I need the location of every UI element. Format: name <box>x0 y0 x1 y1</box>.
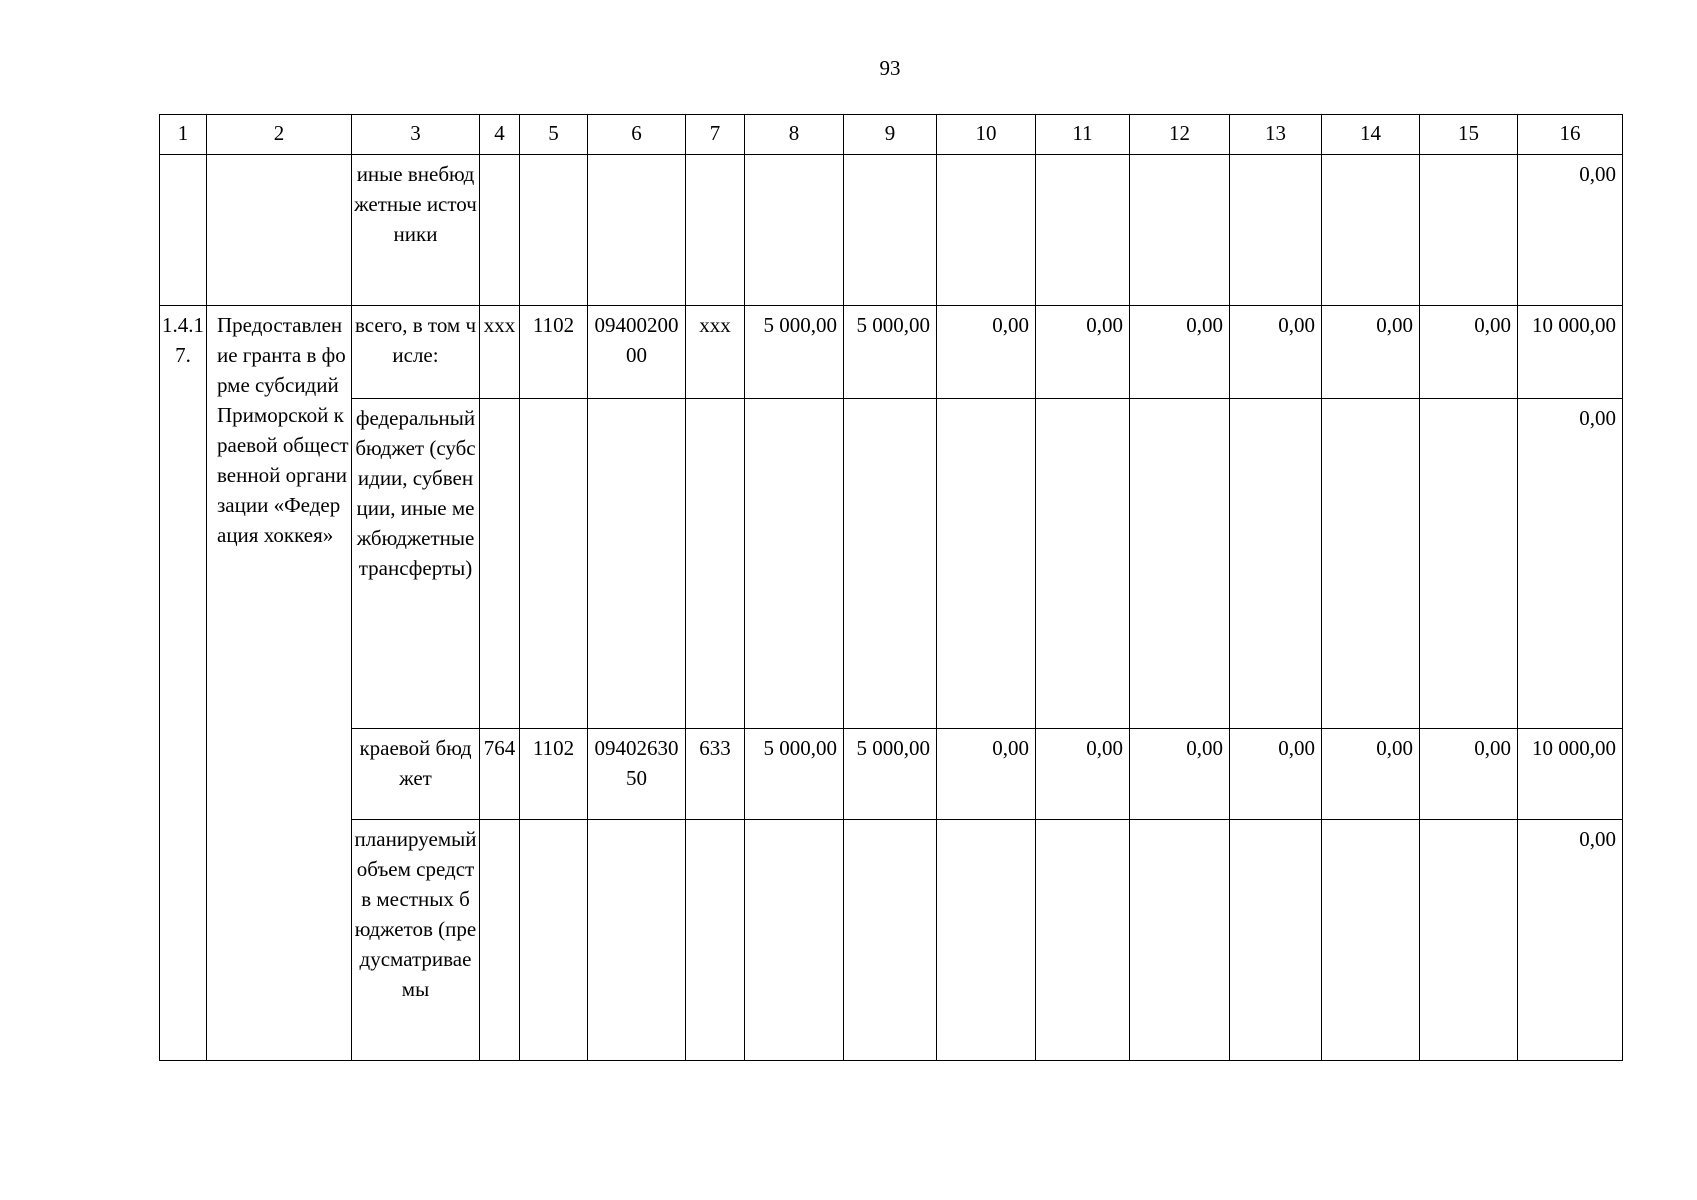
value-cell <box>1130 820 1230 1061</box>
value-cell: 0,00 <box>1322 729 1420 820</box>
value-cell <box>1322 155 1420 306</box>
table-row <box>160 820 1623 1061</box>
header-cell: 1 <box>160 115 207 155</box>
expense-type-cell: ххх <box>686 306 745 399</box>
value-cell: 0,00 <box>1420 729 1518 820</box>
funding-source-cell: планируемый объем средств местных бюджетов (предусматриваемы <box>352 820 480 1061</box>
table-row <box>160 729 1623 820</box>
expense-type-cell <box>686 399 745 729</box>
description-cell: Предоставление гранта в форме субсидий Приморской краевой общественной организации «Федерация хоккея» <box>207 306 352 1061</box>
page-number: 93 <box>879 56 901 80</box>
value-cell <box>844 820 937 1061</box>
value-cell <box>1230 155 1322 306</box>
header-cell: 8 <box>745 115 844 155</box>
header-cell: 15 <box>1420 115 1518 155</box>
value-cell: 0,00 <box>1130 729 1230 820</box>
header-cell: 4 <box>480 115 520 155</box>
section-cell <box>520 820 588 1061</box>
value-cell <box>1036 820 1130 1061</box>
value-cell: 0,00 <box>1230 306 1322 399</box>
header-cell: 10 <box>937 115 1036 155</box>
grbs-cell <box>480 155 520 306</box>
funding-source-cell: всего, в том числе: <box>352 306 480 399</box>
target-article-cell <box>588 399 686 729</box>
value-cell <box>1322 399 1420 729</box>
header-cell: 5 <box>520 115 588 155</box>
row-number-cell <box>160 155 207 306</box>
header-cell: 6 <box>588 115 686 155</box>
value-cell: 0,00 <box>1420 306 1518 399</box>
value-cell <box>745 399 844 729</box>
value-cell <box>1420 399 1518 729</box>
header-cell: 14 <box>1322 115 1420 155</box>
value-cell: 0,00 <box>1036 306 1130 399</box>
value-cell: 0,00 <box>937 729 1036 820</box>
value-cell: 0,00 <box>937 306 1036 399</box>
funding-source-cell: федеральный бюджет (субсидии, субвенции, иные межбюджетные трансферты) <box>352 399 480 729</box>
budget-table <box>159 114 1623 1061</box>
table-row <box>160 399 1623 729</box>
total-cell: 0,00 <box>1518 155 1623 306</box>
value-cell: 0,00 <box>1230 729 1322 820</box>
section-cell: 1102 <box>520 729 588 820</box>
value-cell <box>1036 399 1130 729</box>
header-cell: 13 <box>1230 115 1322 155</box>
funding-source-cell: иные внебюджетные источники <box>352 155 480 306</box>
value-cell: 5 000,00 <box>844 729 937 820</box>
value-cell <box>745 820 844 1061</box>
value-cell <box>937 155 1036 306</box>
value-cell: 5 000,00 <box>745 306 844 399</box>
value-cell <box>1130 155 1230 306</box>
value-cell: 0,00 <box>1130 306 1230 399</box>
header-row <box>160 115 1623 155</box>
value-cell <box>844 399 937 729</box>
value-cell: 5 000,00 <box>745 729 844 820</box>
grbs-cell <box>480 399 520 729</box>
grbs-cell: ххх <box>480 306 520 399</box>
target-article-cell <box>588 820 686 1061</box>
value-cell <box>844 155 937 306</box>
section-cell: 1102 <box>520 306 588 399</box>
value-cell <box>1420 155 1518 306</box>
total-cell: 0,00 <box>1518 820 1623 1061</box>
target-article-cell <box>588 155 686 306</box>
funding-source-cell: краевой бюджет <box>352 729 480 820</box>
table-row <box>160 306 1623 399</box>
header-cell: 2 <box>207 115 352 155</box>
value-cell <box>1036 155 1130 306</box>
header-cell: 9 <box>844 115 937 155</box>
total-cell: 10 000,00 <box>1518 306 1623 399</box>
value-cell <box>937 820 1036 1061</box>
value-cell <box>937 399 1036 729</box>
target-article-cell: 0940020000 <box>588 306 686 399</box>
total-cell: 10 000,00 <box>1518 729 1623 820</box>
value-cell <box>745 155 844 306</box>
section-cell <box>520 155 588 306</box>
header-cell: 7 <box>686 115 745 155</box>
target-article-cell: 0940263050 <box>588 729 686 820</box>
table-row <box>160 155 1623 306</box>
header-cell: 12 <box>1130 115 1230 155</box>
header-cell: 16 <box>1518 115 1623 155</box>
row-number-cell: 1.4.17. <box>160 306 207 1061</box>
value-cell <box>1322 820 1420 1061</box>
expense-type-cell: 633 <box>686 729 745 820</box>
value-cell <box>1230 820 1322 1061</box>
expense-type-cell <box>686 820 745 1061</box>
total-cell: 0,00 <box>1518 399 1623 729</box>
section-cell <box>520 399 588 729</box>
header-cell: 11 <box>1036 115 1130 155</box>
grbs-cell: 764 <box>480 729 520 820</box>
expense-type-cell <box>686 155 745 306</box>
grbs-cell <box>480 820 520 1061</box>
value-cell: 0,00 <box>1322 306 1420 399</box>
description-cell <box>207 155 352 306</box>
header-cell: 3 <box>352 115 480 155</box>
value-cell <box>1420 820 1518 1061</box>
value-cell <box>1130 399 1230 729</box>
value-cell <box>1230 399 1322 729</box>
value-cell: 5 000,00 <box>844 306 937 399</box>
value-cell: 0,00 <box>1036 729 1130 820</box>
